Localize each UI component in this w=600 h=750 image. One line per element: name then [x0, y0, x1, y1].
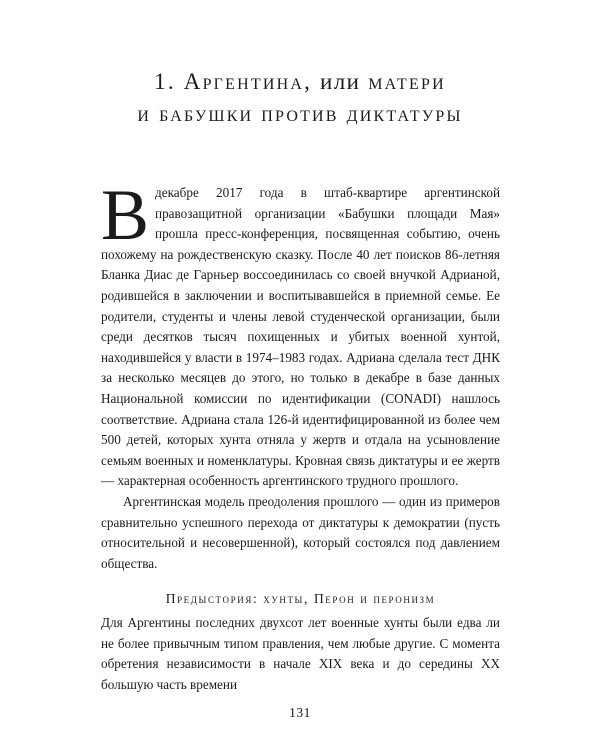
chapter-body: [101, 175, 500, 574]
drop-cap: В: [101, 175, 150, 255]
section-body: [101, 613, 500, 695]
chapter-title-part-a: 1. Аргентина,: [154, 69, 320, 94]
intro-paragraph: [101, 175, 500, 492]
chapter-title-line-2: и бабушки против диктатуры: [137, 101, 463, 126]
chapter-title-part-c: матери: [360, 69, 446, 94]
chapter-title-line-1: [40, 66, 560, 98]
chapter-title: [40, 66, 560, 130]
page-number: 131: [289, 705, 311, 720]
section-paragraph: Для Аргентины последних двухсот лет военные хунты были едва ли не более привычным типом правления, чем любые другие. С момента обретения независимости в начале XIX века и до середины XX большую часть времени: [101, 615, 500, 692]
section-heading: Предыстория: хунты, Перон и перонизм: [165, 591, 436, 606]
intro-paragraph-text: декабре 2017 года в штаб-квартире аргентинской правозащитной организации «Бабушки площади Мая» прошла пресс-конференция, посвященная событию, очень похожему на рождественскую сказку. После 40 лет поисков 86-летняя Бланка Диас де Гарньер воссоединилась со своей внучкой Адрианой, родившейся в заключении и воспитывавшейся в приемной семье. Ее родители, студенты и члены левой студенческой организации, были среди десятков тысяч похищенных и убитых военной хунтой, находившейся у власти в 1974–1983 годах. Адриана сделала тест ДНК за несколько месяцев до этого, но только в декабре в базе данных Национальной комиссии по идентификации (CONADI) нашлось соответствие. Адриана стала 126-й идентифицированной из более чем 500 детей, которых хунта отняла у жертв и отдала на усыновление семьям военных и номенклатуры. Кровная связь диктатуры и ее жертв — характерная особенность аргентинского трудного прошлого.: [101, 185, 500, 489]
intro-paragraph-2: Аргентинская модель преодоления прошлого — один из примеров сравнительно успешного перехода от диктатуры к демократии (пусть относительной и несовершенной), который состоялся под давлением общества.: [101, 493, 500, 571]
chapter-title-connector: или: [320, 69, 361, 94]
